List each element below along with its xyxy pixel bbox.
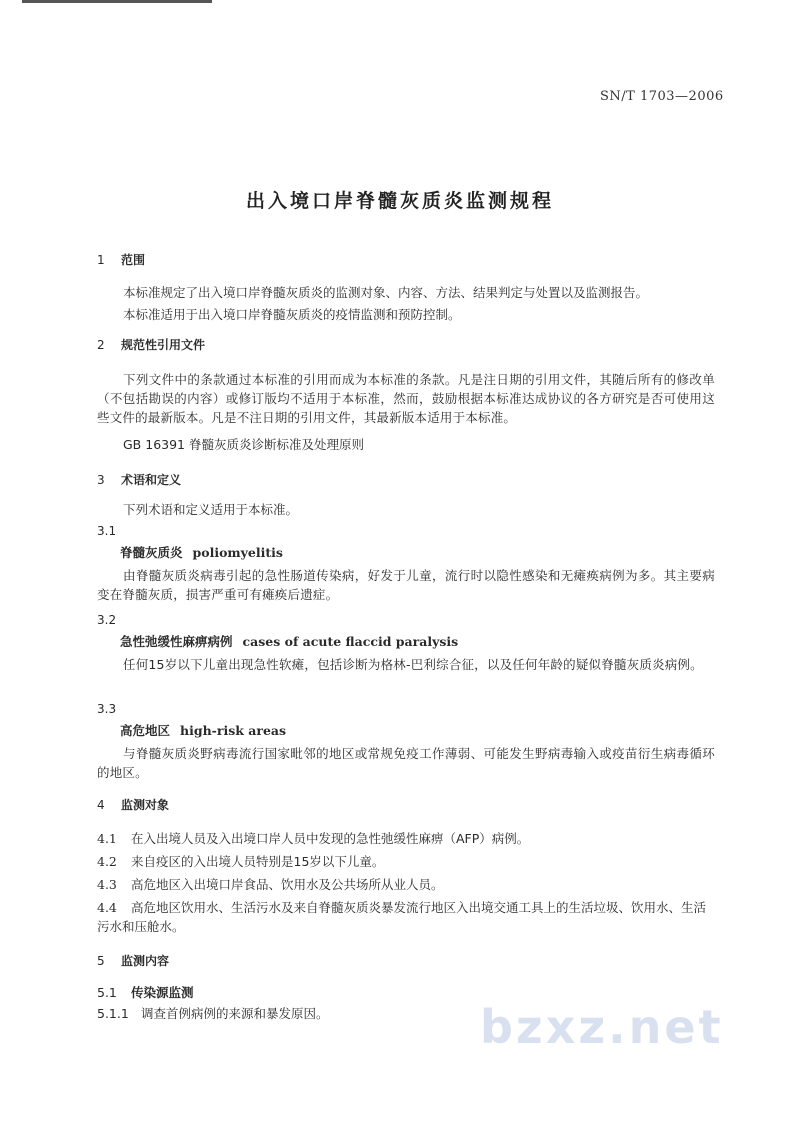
term-3-3-number: 3.3	[97, 702, 117, 716]
term-3-3-definition: 与脊髓灰质炎野病毒流行国家毗邻的地区或常规免疫工作薄弱、可能发生野病毒输入或疫苗衍生病毒循环的地区。	[97, 746, 715, 780]
section-1-para-1: 本标准规定了出入境口岸脊髓灰质炎的监测对象、内容、方法、结果判定与处置以及监测报告。	[123, 285, 649, 300]
list-item	[97, 875, 717, 894]
subsection-title: 传染源监测	[131, 985, 194, 1000]
section-title: 范围	[121, 253, 146, 267]
term-3-2-number: 3.2	[97, 613, 117, 627]
term-3-1-number: 3.1	[97, 524, 117, 538]
list-item	[97, 852, 717, 871]
term-3-3-title	[120, 723, 286, 739]
item-number: 4.1	[97, 831, 117, 846]
item-text: 来自疫区的入出境人员特别是15岁以下儿童。	[131, 854, 385, 869]
term-en: cases of acute flaccid paralysis	[242, 634, 459, 649]
section-3-heading	[97, 472, 181, 488]
section-4-heading	[97, 797, 169, 813]
section-5-heading	[97, 953, 169, 969]
item-text: 在入出境人员及入出境口岸人员中发现的急性弛缓性麻痹（AFP）病例。	[131, 831, 530, 846]
section-number: 5	[97, 954, 105, 968]
term-zh: 急性弛缓性麻痹病例	[120, 634, 233, 649]
section-title: 监测对象	[121, 798, 170, 812]
standard-code: SN/T 1703—2006	[600, 89, 724, 104]
watermark: bzxz.net	[480, 1000, 724, 1054]
section-number: 4	[97, 798, 105, 812]
subsection-5-1-1	[97, 1006, 329, 1022]
section-title: 术语和定义	[121, 473, 182, 487]
list-item	[97, 898, 717, 936]
subsection-number: 5.1.1	[97, 1006, 129, 1021]
section-3-intro: 下列术语和定义适用于本标准。	[123, 502, 299, 517]
subsection-number: 5.1	[97, 985, 117, 1000]
section-title: 规范性引用文件	[121, 338, 206, 352]
section-number: 2	[97, 338, 105, 352]
term-en: poliomyelitis	[192, 545, 283, 560]
section-2-heading	[97, 337, 205, 353]
section-2-para-1: 下列文件中的条款通过本标准的引用而成为本标准的条款。凡是注日期的引用文件，其随后所有的修改单（不包括勘误的内容）或修订版均不适用于本标准，然而，鼓励根据本标准达成协议的各方研究是否可使用这些文件的最新版本。凡是不注日期的引用文件，其最新版本适用于本标准。	[97, 372, 715, 425]
term-3-2-definition: 任何15岁以下儿童出现急性软瘫，包括诊断为格林-巴利综合征，以及任何年龄的疑似脊髓灰质炎病例。	[123, 657, 703, 672]
item-text: 高危地区饮用水、生活污水及来自脊髓灰质炎暴发流行地区入出境交通工具上的生活垃圾、饮用水、生活污水和压舱水。	[97, 900, 707, 934]
subsection-5-1	[97, 985, 194, 1001]
term-3-1-title	[120, 545, 283, 561]
section-number: 1	[97, 253, 105, 267]
section-title: 监测内容	[121, 954, 170, 968]
item-number: 4.3	[97, 877, 117, 892]
section-2-reference: GB 16391 脊髓灰质炎诊断标准及处理原则	[123, 437, 364, 452]
term-3-2-title	[120, 634, 458, 650]
section-1-para-2: 本标准适用于出入境口岸脊髓灰质炎的疫情监测和预防控制。	[123, 307, 461, 322]
term-3-1-definition: 由脊髓灰质炎病毒引起的急性肠道传染病，好发于儿童，流行时以隐性感染和无瘫痪病例为多。其主要病变在脊髓灰质，损害严重可有瘫痪后遗症。	[97, 568, 715, 602]
term-zh: 脊髓灰质炎	[120, 545, 183, 560]
term-en: high-risk areas	[180, 723, 287, 738]
top-rule	[22, 0, 212, 3]
item-text: 高危地区入出境口岸食品、饮用水及公共场所从业人员。	[131, 877, 444, 892]
section-number: 3	[97, 473, 105, 487]
document-title: 出入境口岸脊髓灰质炎监测规程	[245, 190, 554, 212]
section-1-heading	[97, 252, 145, 268]
item-number: 4.2	[97, 854, 117, 869]
subsection-text: 调查首例病例的来源和暴发原因。	[141, 1006, 329, 1021]
list-item	[97, 829, 717, 848]
item-number: 4.4	[97, 900, 117, 915]
term-zh: 高危地区	[120, 723, 171, 738]
